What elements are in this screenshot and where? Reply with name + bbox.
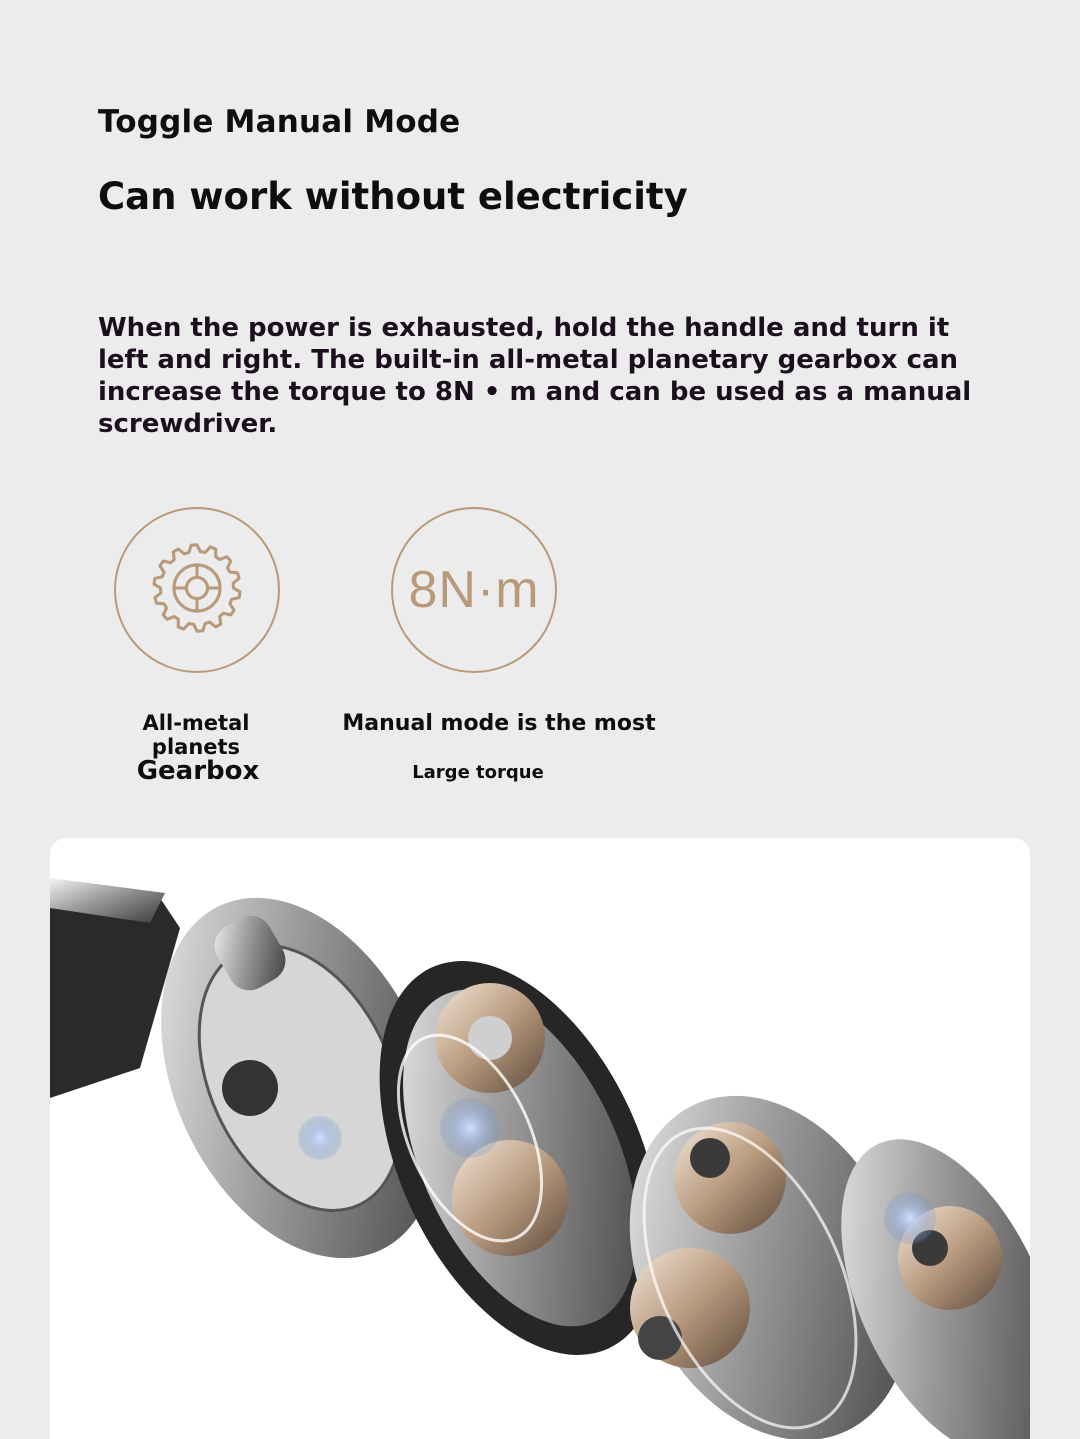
torque-label-line1: Manual mode is the most bbox=[342, 711, 656, 736]
gearbox-product-image bbox=[50, 838, 1030, 1439]
feature-description: When the power is exhausted, hold the handle and turn it left and right. The built-in all-metal planetary gearbox can increase the torque to 8N • m and can be used as a manual screwdriver. bbox=[98, 313, 972, 439]
torque-feature-badge bbox=[391, 507, 557, 673]
gearbox-feature-badge bbox=[114, 507, 280, 673]
torque-label-line2: Large torque bbox=[412, 762, 544, 783]
section-subtitle: Can work without electricity bbox=[98, 175, 688, 218]
gearbox-label-line1: All-metal planets bbox=[142, 711, 250, 759]
section-title: Toggle Manual Mode bbox=[98, 104, 461, 140]
gear-icon bbox=[149, 540, 245, 640]
torque-value: 8N·m bbox=[408, 561, 540, 619]
gearbox-label-line2: Gearbox bbox=[136, 756, 260, 786]
